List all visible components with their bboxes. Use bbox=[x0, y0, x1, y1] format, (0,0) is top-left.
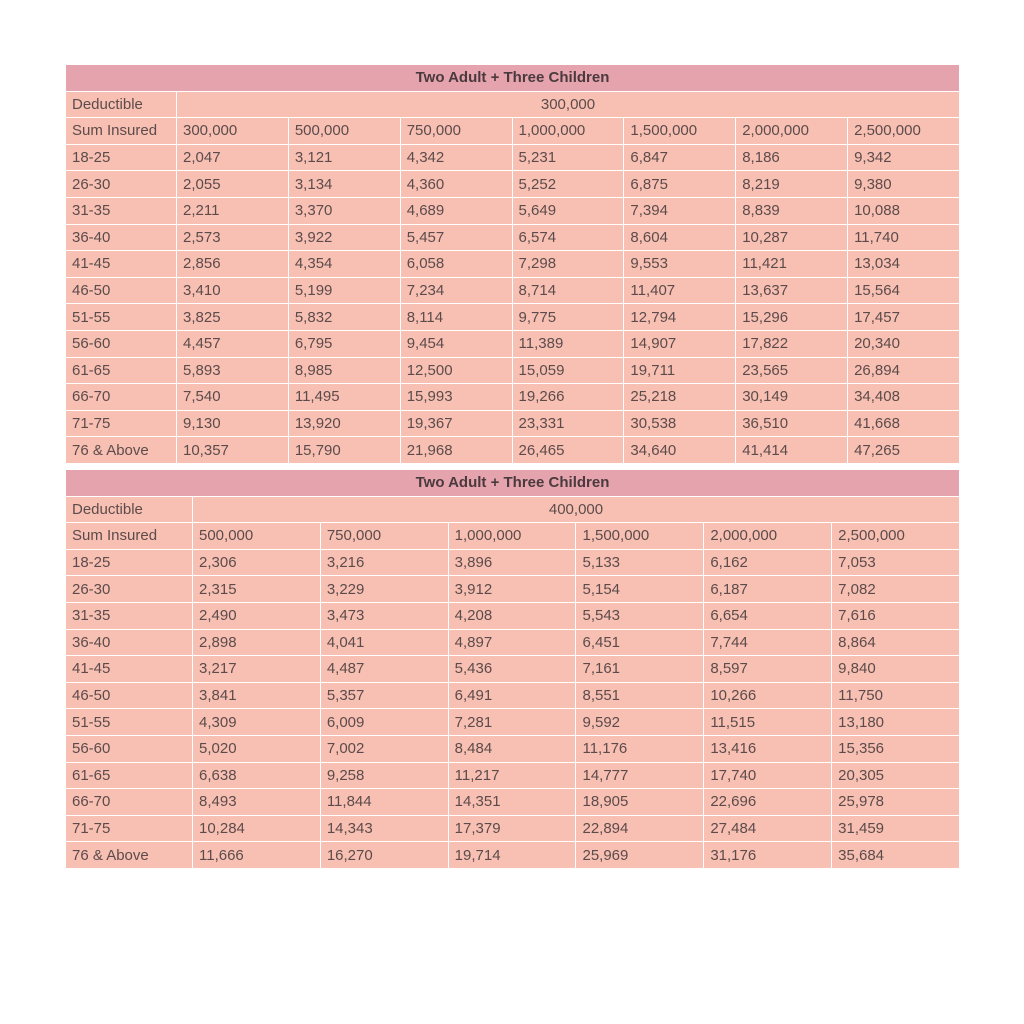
premium-cell: 8,597 bbox=[704, 656, 832, 683]
premium-cell: 5,436 bbox=[448, 656, 576, 683]
premium-cell: 25,978 bbox=[832, 789, 960, 816]
premium-cell: 4,342 bbox=[400, 144, 512, 171]
premium-cell: 31,459 bbox=[832, 815, 960, 842]
table-row bbox=[66, 576, 960, 603]
premium-cell: 20,305 bbox=[832, 762, 960, 789]
premium-cell: 15,564 bbox=[848, 277, 960, 304]
premium-cell: 8,484 bbox=[448, 735, 576, 762]
premium-cell: 6,009 bbox=[320, 709, 448, 736]
premium-cell: 3,473 bbox=[320, 602, 448, 629]
premium-cell: 4,360 bbox=[400, 171, 512, 198]
premium-cell: 19,711 bbox=[624, 357, 736, 384]
age-band: 18-25 bbox=[66, 144, 177, 171]
age-band: 61-65 bbox=[66, 357, 177, 384]
premium-cell: 5,832 bbox=[288, 304, 400, 331]
deductible-label: Deductible bbox=[66, 496, 193, 523]
premium-cell: 5,357 bbox=[320, 682, 448, 709]
premium-cell: 4,487 bbox=[320, 656, 448, 683]
premium-cell: 22,696 bbox=[704, 789, 832, 816]
table-row bbox=[66, 602, 960, 629]
premium-cell: 13,637 bbox=[736, 277, 848, 304]
premium-cell: 9,380 bbox=[848, 171, 960, 198]
premium-cell: 25,969 bbox=[576, 842, 704, 869]
premium-cell: 5,020 bbox=[193, 735, 321, 762]
premium-cell: 5,252 bbox=[512, 171, 624, 198]
table-row bbox=[66, 251, 960, 278]
premium-cell: 27,484 bbox=[704, 815, 832, 842]
premium-cell: 3,410 bbox=[177, 277, 289, 304]
age-band: 66-70 bbox=[66, 384, 177, 411]
premium-cell: 3,134 bbox=[288, 171, 400, 198]
premium-cell: 15,356 bbox=[832, 735, 960, 762]
sum-insured-column: 750,000 bbox=[320, 523, 448, 550]
sum-insured-column: 300,000 bbox=[177, 118, 289, 145]
premium-cell: 3,370 bbox=[288, 197, 400, 224]
premium-cell: 6,574 bbox=[512, 224, 624, 251]
sum-insured-label: Sum Insured bbox=[66, 523, 193, 550]
sum-insured-column: 1,500,000 bbox=[624, 118, 736, 145]
premium-cell: 8,839 bbox=[736, 197, 848, 224]
premium-cell: 7,161 bbox=[576, 656, 704, 683]
premium-cell: 4,457 bbox=[177, 330, 289, 357]
table-row bbox=[66, 171, 960, 198]
deductible-value: 400,000 bbox=[193, 496, 960, 523]
premium-cell: 10,284 bbox=[193, 815, 321, 842]
premium-cell: 26,465 bbox=[512, 437, 624, 464]
premium-cell: 17,379 bbox=[448, 815, 576, 842]
table-title-row bbox=[66, 65, 960, 92]
premium-cell: 15,790 bbox=[288, 437, 400, 464]
table-row bbox=[66, 842, 960, 869]
premium-cell: 8,604 bbox=[624, 224, 736, 251]
premium-cell: 3,121 bbox=[288, 144, 400, 171]
premium-cell: 5,649 bbox=[512, 197, 624, 224]
premium-cell: 4,041 bbox=[320, 629, 448, 656]
premium-cell: 41,668 bbox=[848, 410, 960, 437]
premium-cell: 6,654 bbox=[704, 602, 832, 629]
premium-cell: 34,640 bbox=[624, 437, 736, 464]
premium-cell: 2,490 bbox=[193, 602, 321, 629]
table-row bbox=[66, 144, 960, 171]
table-row bbox=[66, 682, 960, 709]
table-row bbox=[66, 629, 960, 656]
premium-cell: 7,053 bbox=[832, 549, 960, 576]
premium-cell: 2,573 bbox=[177, 224, 289, 251]
age-band: 46-50 bbox=[66, 277, 177, 304]
deductible-label: Deductible bbox=[66, 91, 177, 118]
sum-insured-column: 2,000,000 bbox=[704, 523, 832, 550]
premium-cell: 5,154 bbox=[576, 576, 704, 603]
age-band: 18-25 bbox=[66, 549, 193, 576]
premium-cell: 11,176 bbox=[576, 735, 704, 762]
premium-cell: 11,421 bbox=[736, 251, 848, 278]
premium-cell: 16,270 bbox=[320, 842, 448, 869]
premium-cell: 23,565 bbox=[736, 357, 848, 384]
premium-cell: 14,343 bbox=[320, 815, 448, 842]
premium-cell: 9,258 bbox=[320, 762, 448, 789]
premium-cell: 2,856 bbox=[177, 251, 289, 278]
age-band: 41-45 bbox=[66, 656, 193, 683]
premium-cell: 36,510 bbox=[736, 410, 848, 437]
sum-insured-label: Sum Insured bbox=[66, 118, 177, 145]
premium-cell: 6,187 bbox=[704, 576, 832, 603]
premium-cell: 11,515 bbox=[704, 709, 832, 736]
table-row bbox=[66, 304, 960, 331]
table-row bbox=[66, 410, 960, 437]
premium-cell: 7,744 bbox=[704, 629, 832, 656]
premium-cell: 11,750 bbox=[832, 682, 960, 709]
age-band: 56-60 bbox=[66, 735, 193, 762]
age-band: 26-30 bbox=[66, 171, 177, 198]
premium-cell: 11,495 bbox=[288, 384, 400, 411]
premium-cell: 8,186 bbox=[736, 144, 848, 171]
premium-cell: 8,493 bbox=[193, 789, 321, 816]
premium-cell: 5,543 bbox=[576, 602, 704, 629]
premium-cell: 4,354 bbox=[288, 251, 400, 278]
age-band: 31-35 bbox=[66, 602, 193, 629]
premium-cell: 6,451 bbox=[576, 629, 704, 656]
premium-cell: 3,217 bbox=[193, 656, 321, 683]
table-row bbox=[66, 762, 960, 789]
premium-cell: 5,457 bbox=[400, 224, 512, 251]
premium-cell: 30,538 bbox=[624, 410, 736, 437]
premium-cell: 11,666 bbox=[193, 842, 321, 869]
premium-cell: 14,777 bbox=[576, 762, 704, 789]
premium-cell: 4,309 bbox=[193, 709, 321, 736]
premium-cell: 11,407 bbox=[624, 277, 736, 304]
age-band: 71-75 bbox=[66, 410, 177, 437]
premium-cell: 8,864 bbox=[832, 629, 960, 656]
premium-cell: 19,266 bbox=[512, 384, 624, 411]
premium-cell: 5,199 bbox=[288, 277, 400, 304]
premium-cell: 2,315 bbox=[193, 576, 321, 603]
premium-cell: 6,162 bbox=[704, 549, 832, 576]
sum-insured-column: 1,000,000 bbox=[512, 118, 624, 145]
deductible-value: 300,000 bbox=[177, 91, 960, 118]
age-band: 31-35 bbox=[66, 197, 177, 224]
age-band: 66-70 bbox=[66, 789, 193, 816]
premium-cell: 3,912 bbox=[448, 576, 576, 603]
premium-cell: 3,216 bbox=[320, 549, 448, 576]
premium-cell: 7,281 bbox=[448, 709, 576, 736]
premium-cell: 41,414 bbox=[736, 437, 848, 464]
premium-cell: 9,454 bbox=[400, 330, 512, 357]
premium-cell: 9,130 bbox=[177, 410, 289, 437]
premium-cell: 10,357 bbox=[177, 437, 289, 464]
premium-cell: 22,894 bbox=[576, 815, 704, 842]
premium-cell: 13,920 bbox=[288, 410, 400, 437]
table-row bbox=[66, 735, 960, 762]
table-row bbox=[66, 656, 960, 683]
table-row bbox=[66, 437, 960, 464]
premium-cell: 47,265 bbox=[848, 437, 960, 464]
premium-cell: 8,714 bbox=[512, 277, 624, 304]
premium-cell: 34,408 bbox=[848, 384, 960, 411]
premium-cell: 13,416 bbox=[704, 735, 832, 762]
age-band: 51-55 bbox=[66, 709, 193, 736]
premium-cell: 4,689 bbox=[400, 197, 512, 224]
table-row bbox=[66, 330, 960, 357]
premium-cell: 9,592 bbox=[576, 709, 704, 736]
premium-cell: 13,180 bbox=[832, 709, 960, 736]
premium-cell: 19,367 bbox=[400, 410, 512, 437]
premium-cell: 2,047 bbox=[177, 144, 289, 171]
age-band: 56-60 bbox=[66, 330, 177, 357]
premium-cell: 35,684 bbox=[832, 842, 960, 869]
premium-cell: 25,218 bbox=[624, 384, 736, 411]
premium-cell: 3,922 bbox=[288, 224, 400, 251]
premium-cell: 7,234 bbox=[400, 277, 512, 304]
premium-cell: 11,389 bbox=[512, 330, 624, 357]
premium-cell: 13,034 bbox=[848, 251, 960, 278]
sum-insured-column: 2,500,000 bbox=[832, 523, 960, 550]
table-title: Two Adult + Three Children bbox=[66, 470, 960, 497]
deductible-row bbox=[66, 91, 960, 118]
premium-cell: 5,231 bbox=[512, 144, 624, 171]
premium-cell: 20,340 bbox=[848, 330, 960, 357]
sum-insured-row bbox=[66, 523, 960, 550]
premium-cell: 7,002 bbox=[320, 735, 448, 762]
table-row bbox=[66, 384, 960, 411]
premium-cell: 7,394 bbox=[624, 197, 736, 224]
premium-cell: 9,840 bbox=[832, 656, 960, 683]
premium-cell: 9,553 bbox=[624, 251, 736, 278]
premium-cell: 10,088 bbox=[848, 197, 960, 224]
table-row bbox=[66, 815, 960, 842]
premium-cell: 8,551 bbox=[576, 682, 704, 709]
age-band: 46-50 bbox=[66, 682, 193, 709]
table-row bbox=[66, 357, 960, 384]
premium-cell: 18,905 bbox=[576, 789, 704, 816]
deductible-row bbox=[66, 496, 960, 523]
premium-cell: 15,059 bbox=[512, 357, 624, 384]
premium-cell: 19,714 bbox=[448, 842, 576, 869]
premium-cell: 8,114 bbox=[400, 304, 512, 331]
premium-cell: 7,540 bbox=[177, 384, 289, 411]
premium-cell: 5,133 bbox=[576, 549, 704, 576]
premium-cell: 6,058 bbox=[400, 251, 512, 278]
premium-cell: 23,331 bbox=[512, 410, 624, 437]
premium-cell: 2,306 bbox=[193, 549, 321, 576]
premium-cell: 14,907 bbox=[624, 330, 736, 357]
premium-cell: 11,844 bbox=[320, 789, 448, 816]
sum-insured-column: 750,000 bbox=[400, 118, 512, 145]
premium-cell: 2,055 bbox=[177, 171, 289, 198]
age-band: 76 & Above bbox=[66, 437, 177, 464]
premium-cell: 26,894 bbox=[848, 357, 960, 384]
sum-insured-column: 2,500,000 bbox=[848, 118, 960, 145]
premium-cell: 3,896 bbox=[448, 549, 576, 576]
sum-insured-column: 500,000 bbox=[193, 523, 321, 550]
premium-cell: 7,082 bbox=[832, 576, 960, 603]
table-row bbox=[66, 709, 960, 736]
premium-cell: 9,775 bbox=[512, 304, 624, 331]
premium-cell: 6,491 bbox=[448, 682, 576, 709]
age-band: 26-30 bbox=[66, 576, 193, 603]
premium-cell: 17,457 bbox=[848, 304, 960, 331]
premium-cell: 2,898 bbox=[193, 629, 321, 656]
premium-cell: 7,298 bbox=[512, 251, 624, 278]
premium-cell: 12,500 bbox=[400, 357, 512, 384]
premium-cell: 5,893 bbox=[177, 357, 289, 384]
premium-cell: 7,616 bbox=[832, 602, 960, 629]
premium-cell: 15,993 bbox=[400, 384, 512, 411]
premium-cell: 8,219 bbox=[736, 171, 848, 198]
age-band: 71-75 bbox=[66, 815, 193, 842]
age-band: 61-65 bbox=[66, 762, 193, 789]
premium-cell: 3,229 bbox=[320, 576, 448, 603]
premium-cell: 11,217 bbox=[448, 762, 576, 789]
premium-rows bbox=[66, 144, 960, 463]
age-band: 36-40 bbox=[66, 629, 193, 656]
premium-cell: 4,897 bbox=[448, 629, 576, 656]
premium-cell: 30,149 bbox=[736, 384, 848, 411]
premium-cell: 2,211 bbox=[177, 197, 289, 224]
premium-cell: 11,740 bbox=[848, 224, 960, 251]
sum-insured-column: 1,000,000 bbox=[448, 523, 576, 550]
premium-cell: 9,342 bbox=[848, 144, 960, 171]
table-row bbox=[66, 197, 960, 224]
age-band: 51-55 bbox=[66, 304, 177, 331]
table-title: Two Adult + Three Children bbox=[66, 65, 960, 92]
premium-rows bbox=[66, 549, 960, 868]
premium-cell: 10,287 bbox=[736, 224, 848, 251]
premium-table-deductible-300000 bbox=[65, 64, 960, 464]
sum-insured-column: 2,000,000 bbox=[736, 118, 848, 145]
premium-cell: 17,740 bbox=[704, 762, 832, 789]
table-title-row bbox=[66, 470, 960, 497]
premium-cell: 4,208 bbox=[448, 602, 576, 629]
sum-insured-column: 1,500,000 bbox=[576, 523, 704, 550]
table-row bbox=[66, 549, 960, 576]
premium-cell: 17,822 bbox=[736, 330, 848, 357]
premium-cell: 31,176 bbox=[704, 842, 832, 869]
age-band: 41-45 bbox=[66, 251, 177, 278]
premium-cell: 21,968 bbox=[400, 437, 512, 464]
table-row bbox=[66, 224, 960, 251]
premium-cell: 8,985 bbox=[288, 357, 400, 384]
premium-cell: 3,841 bbox=[193, 682, 321, 709]
premium-cell: 14,351 bbox=[448, 789, 576, 816]
table-row bbox=[66, 789, 960, 816]
table-row bbox=[66, 277, 960, 304]
age-band: 76 & Above bbox=[66, 842, 193, 869]
premium-table-deductible-400000 bbox=[65, 469, 960, 869]
premium-cell: 10,266 bbox=[704, 682, 832, 709]
sum-insured-row bbox=[66, 118, 960, 145]
sum-insured-column: 500,000 bbox=[288, 118, 400, 145]
premium-cell: 12,794 bbox=[624, 304, 736, 331]
premium-cell: 15,296 bbox=[736, 304, 848, 331]
premium-cell: 6,638 bbox=[193, 762, 321, 789]
premium-cell: 3,825 bbox=[177, 304, 289, 331]
premium-cell: 6,847 bbox=[624, 144, 736, 171]
premium-cell: 6,795 bbox=[288, 330, 400, 357]
age-band: 36-40 bbox=[66, 224, 177, 251]
premium-cell: 6,875 bbox=[624, 171, 736, 198]
